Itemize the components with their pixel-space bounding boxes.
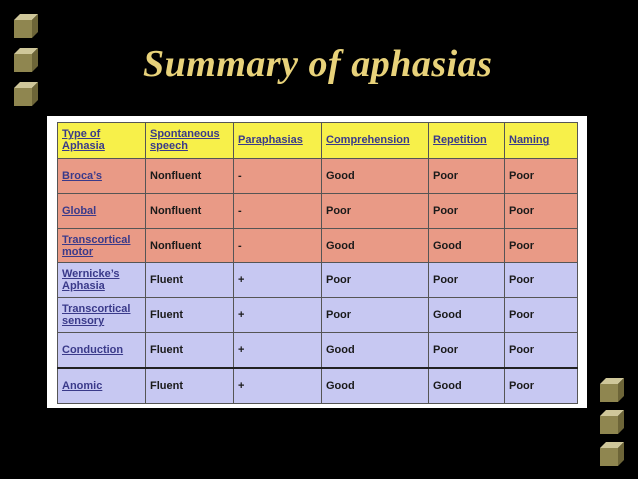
table-cell: Good xyxy=(429,228,505,263)
table-row xyxy=(58,368,578,403)
table-cell: + xyxy=(234,333,322,368)
table-row xyxy=(58,263,578,298)
aphasia-type-cell: Global xyxy=(58,193,146,228)
slide-title: Summary of aphasias xyxy=(143,43,493,85)
table-cell: Fluent xyxy=(146,298,234,333)
aphasia-type-cell: Transcortical sensory xyxy=(58,298,146,333)
column-header: Spontaneous speech xyxy=(146,123,234,159)
table-cell: Poor xyxy=(429,158,505,193)
aphasia-type-cell: Wernicke’s Aphasia xyxy=(58,263,146,298)
column-header: Comprehension xyxy=(322,123,429,159)
cube-icon xyxy=(600,378,624,402)
table-cell: Poor xyxy=(429,193,505,228)
aphasia-type-cell: Broca’s xyxy=(58,158,146,193)
table-cell: Good xyxy=(322,333,429,368)
table-row xyxy=(58,158,578,193)
column-header: Repetition xyxy=(429,123,505,159)
table-cell: + xyxy=(234,263,322,298)
aphasia-type-cell: Anomic xyxy=(58,368,146,403)
column-header: Naming xyxy=(505,123,578,159)
table-cell: Poor xyxy=(429,333,505,368)
column-header: Paraphasias xyxy=(234,123,322,159)
table-cell: Poor xyxy=(322,263,429,298)
aphasia-type-cell: Conduction xyxy=(58,333,146,368)
aphasia-summary-table xyxy=(57,122,578,404)
aphasia-type-cell: Transcortical motor xyxy=(58,228,146,263)
cube-icon xyxy=(14,14,38,38)
table-cell: Nonfluent xyxy=(146,158,234,193)
table-cell: Poor xyxy=(322,298,429,333)
table-cell: Nonfluent xyxy=(146,193,234,228)
table-cell: + xyxy=(234,298,322,333)
table-cell: Good xyxy=(429,298,505,333)
table-cell: Poor xyxy=(505,228,578,263)
table-cell: Good xyxy=(429,368,505,403)
table-cell: Poor xyxy=(505,263,578,298)
table-cell: - xyxy=(234,228,322,263)
column-header: Type of Aphasia xyxy=(58,123,146,159)
table-cell: Poor xyxy=(505,298,578,333)
table-row xyxy=(58,228,578,263)
cube-icon xyxy=(14,82,38,106)
table-cell: Poor xyxy=(505,158,578,193)
table-cell: Good xyxy=(322,228,429,263)
table-cell: Poor xyxy=(505,333,578,368)
table-cell: - xyxy=(234,158,322,193)
table-cell: Fluent xyxy=(146,333,234,368)
aphasia-table-panel xyxy=(47,116,587,408)
table-cell: Poor xyxy=(429,263,505,298)
table-cell: Nonfluent xyxy=(146,228,234,263)
table-cell: Poor xyxy=(322,193,429,228)
table-row xyxy=(58,298,578,333)
table-cell: Poor xyxy=(505,193,578,228)
table-row xyxy=(58,193,578,228)
table-cell: Good xyxy=(322,158,429,193)
cube-icon xyxy=(600,442,624,466)
table-cell: Poor xyxy=(505,368,578,403)
table-cell: Good xyxy=(322,368,429,403)
table-cell: - xyxy=(234,193,322,228)
table-header-row xyxy=(58,123,578,159)
cube-icon xyxy=(14,48,38,72)
table-cell: Fluent xyxy=(146,368,234,403)
cube-icon xyxy=(600,410,624,434)
table-row xyxy=(58,333,578,368)
table-cell: + xyxy=(234,368,322,403)
table-cell: Fluent xyxy=(146,263,234,298)
